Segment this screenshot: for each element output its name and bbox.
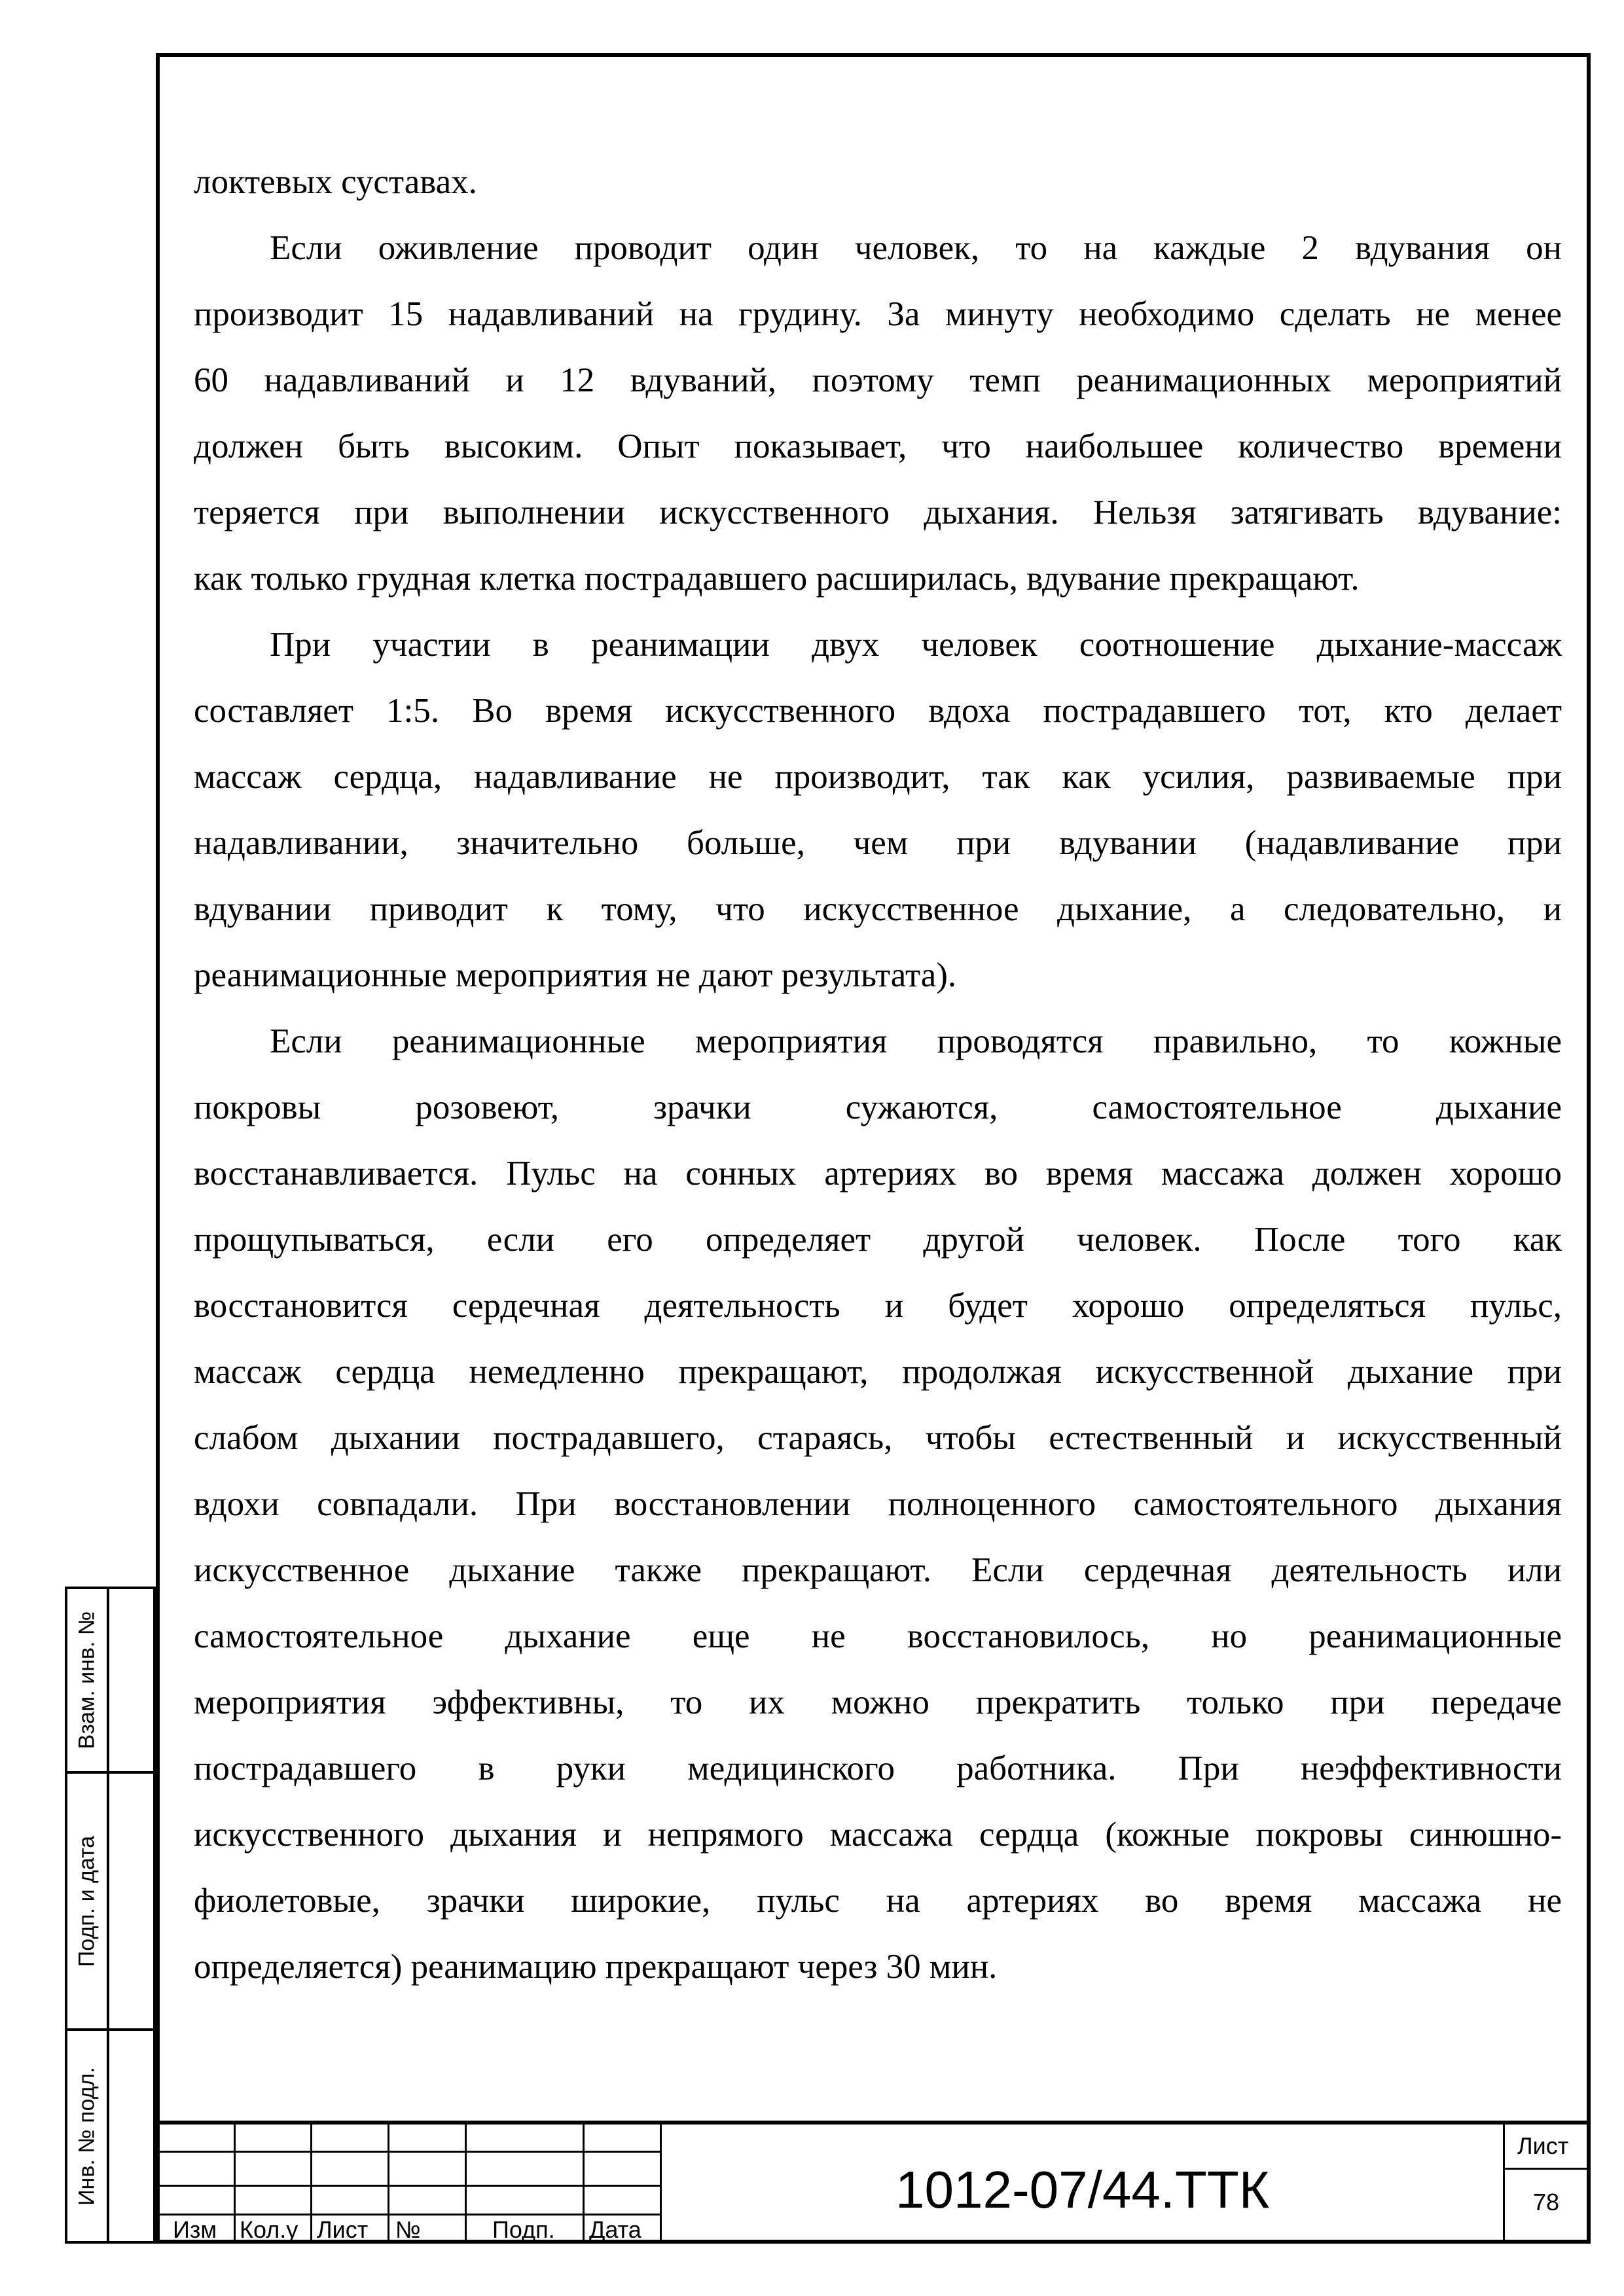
text-line: надавливании, значительно больше, чем при вдувании (надавливание при	[194, 824, 1562, 862]
text-line: восстановится сердечная деятельность и будет хорошо определяться пульс,	[194, 1287, 1562, 1325]
text-line: теряется при выполнении искусственного дыхания. Нельзя затягивать вдувание:	[194, 493, 1562, 531]
text-line: как только грудная клетка пострадавшего расширилась, вдувание прекращают.	[194, 560, 1360, 598]
strip-label-podp-data: Подп. и дата	[74, 1835, 99, 1967]
strip-inv-podl	[65, 2028, 156, 2244]
text-line: фиолетовые, зрачки широкие, пульс на артериях во время массажа не	[194, 1882, 1562, 1920]
strip-label-inv-podl: Инв. № подл.	[74, 2066, 99, 2206]
strip-podp-data	[65, 1771, 156, 2031]
title-block	[156, 2121, 1591, 2244]
tb-label-podp: Подп.	[492, 2216, 555, 2243]
text-line: Если оживление проводит один человек, то на каждые 2 вдувания он	[270, 229, 1562, 267]
tb-label-izm: Изм	[173, 2216, 217, 2243]
text-line: должен быть высоким. Опыт показывает, что наибольшее количество времени	[194, 427, 1562, 465]
text-line: мероприятия эффективны, то их можно прекратить только при передаче	[194, 1683, 1562, 1721]
text-line: слабом дыхании пострадавшего, стараясь, чтобы естественный и искусственный	[194, 1419, 1562, 1457]
text-line: пострадавшего в руки медицинского работника. При неэффективности	[194, 1749, 1562, 1787]
text-line: производит 15 надавливаний на грудину. За минуту необходимо сделать не менее	[194, 295, 1562, 333]
text-line: массаж сердца немедленно прекращают, продолжая искусственной дыхание при	[194, 1353, 1562, 1391]
text-line: При участии в реанимации двух человек соотношение дыхание-массаж	[270, 626, 1562, 664]
document-code: 1012-07/44.ТТК	[895, 2161, 1270, 2219]
tb-label-kol-uch: Кол.у	[240, 2216, 298, 2243]
text-line: 60 надавливаний и 12 вдуваний, поэтому темп реанимационных мероприятий	[194, 361, 1562, 399]
text-line: самостоятельное дыхание еще не восстановилось, но реанимационные	[194, 1617, 1562, 1655]
text-line: массаж сердца, надавливание не производит, так как усилия, развиваемые при	[194, 758, 1562, 796]
text-line: искусственного дыхания и непрямого массажа сердца (кожные покровы синюшно-	[194, 1816, 1562, 1854]
tb-label-num: №	[395, 2216, 421, 2243]
tb-label-list: Лист	[317, 2216, 369, 2243]
text-line: Если реанимационные мероприятия проводятся правильно, то кожные	[270, 1022, 1562, 1060]
text-line: реанимационные мероприятия не дают результата).	[194, 956, 957, 994]
strip-label-vzam-inv: Взам. инв. №	[74, 1611, 99, 1749]
sheet-label: Лист	[1517, 2132, 1569, 2159]
text-line: искусственное дыхание также прекращают. Если сердечная деятельность или	[194, 1551, 1562, 1589]
text-line: локтевых суставах.	[194, 163, 477, 201]
text-line: составляет 1:5. Во время искусственного вдоха пострадавшего тот, кто делает	[194, 692, 1562, 730]
text-line: вдохи совпадали. При восстановлении полноценного самостоятельного дыхания	[194, 1485, 1562, 1523]
text-line: прощупываться, если его определяет другой человек. После того как	[194, 1221, 1562, 1259]
text-line: определяется) реанимацию прекращают через 30 мин.	[194, 1948, 998, 1986]
text-line: восстанавливается. Пульс на сонных артериях во время массажа должен хорошо	[194, 1155, 1562, 1193]
tb-label-data: Дата	[589, 2216, 641, 2243]
sheet-number: 78	[1533, 2189, 1560, 2215]
strip-vzam-inv	[65, 1587, 156, 1774]
document-body	[194, 149, 1562, 2000]
text-line: покровы розовеют, зрачки сужаются, самостоятельное дыхание	[194, 1088, 1562, 1126]
text-line: вдувании приводит к тому, что искусственное дыхание, а следовательно, и	[194, 890, 1562, 928]
